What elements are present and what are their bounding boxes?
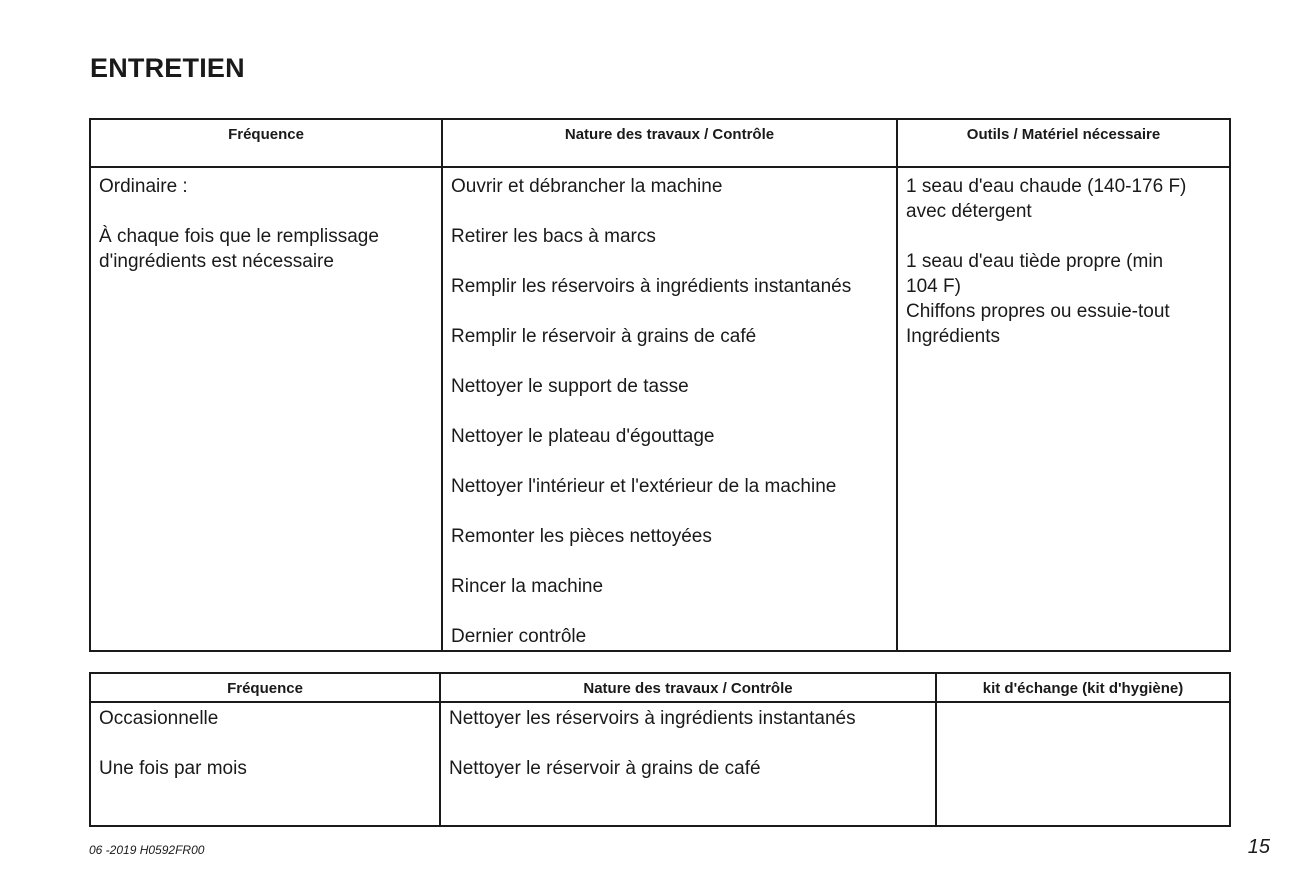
document-code: 06 -2019 H0592FR00 [89,843,205,857]
page-title: ENTRETIEN [90,53,245,83]
tool-line: Chiffons propres ou essuie-tout [906,301,1170,322]
tool-line: 104 F) [906,276,961,297]
frequency-cell [90,167,442,651]
task-item: Ouvrir et débrancher la machine [451,176,723,197]
task-item: Nettoyer les réservoirs à ingrédients instantanés [449,708,856,729]
task-item: Remplir le réservoir à grains de café [451,326,757,347]
frequency-line: d'ingrédients est nécessaire [99,251,334,272]
header-tools: Outils / Matériel nécessaire [897,119,1230,167]
frequency-line: Ordinaire : [99,176,188,197]
table-row [90,167,1230,651]
task-item: Remplir les réservoirs à ingrédients instantanés [451,276,852,297]
header-tasks: Nature des travaux / Contrôle [440,673,936,702]
kit-cell [936,702,1230,826]
tasks-cell [440,702,936,826]
frequency-line: Une fois par mois [99,758,247,779]
header-frequency: Fréquence [90,673,440,702]
task-item: Dernier contrôle [451,626,587,647]
maintenance-table-ordinary [89,118,1231,652]
task-item [449,731,927,756]
tool-line: Ingrédients [906,326,1001,347]
tool-line: 1 seau d'eau tiède propre (min [906,251,1164,272]
table-header-row [90,673,1230,702]
tool-line: 1 seau d'eau chaude (140-176 F) [906,176,1187,197]
header-kit: kit d'échange (kit d'hygiène) [936,673,1230,702]
frequency-cell [90,702,440,826]
tool-line: avec détergent [906,201,1032,222]
task-item: Nettoyer le plateau d'égouttage [451,426,715,447]
task-item: Nettoyer le réservoir à grains de café [449,758,761,779]
tasks-cell [442,167,897,651]
task-item: Remonter les pièces nettoyées [451,526,712,547]
frequency-line: Occasionnelle [99,708,219,729]
tool-line [906,224,1221,249]
task-item: Nettoyer l'intérieur et l'extérieur de la machine [451,476,837,497]
frequency-line: À chaque fois que le remplissage [99,226,379,247]
table-row [90,702,1230,826]
frequency-line [99,199,433,224]
table-header-row [90,119,1230,167]
page-number: 15 [1247,836,1270,858]
task-item: Rincer la machine [451,576,604,597]
header-tasks: Nature des travaux / Contrôle [442,119,897,167]
task-item: Nettoyer le support de tasse [451,376,689,397]
maintenance-table-occasional [89,672,1231,827]
header-frequency: Fréquence [90,119,442,167]
frequency-line [99,731,431,756]
tools-cell [897,167,1230,651]
task-item: Retirer les bacs à marcs [451,226,656,247]
